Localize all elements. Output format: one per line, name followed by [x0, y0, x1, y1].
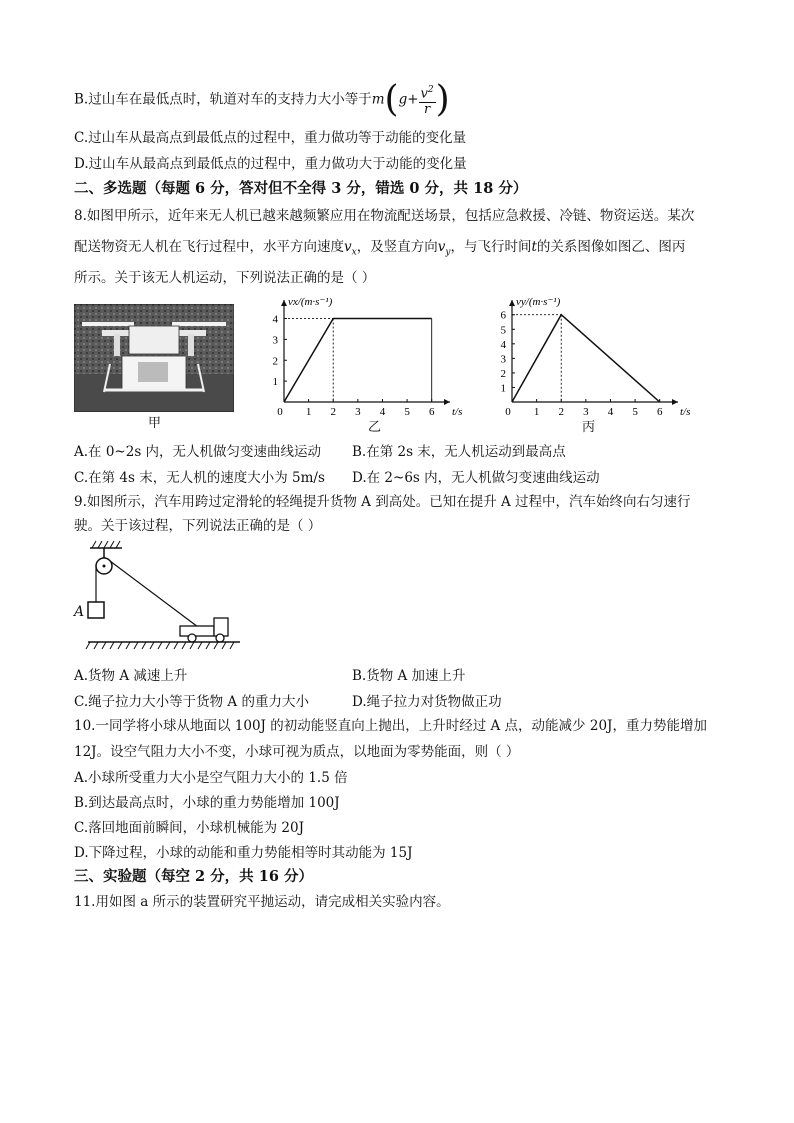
- q9-option-d: D.绳子拉力对货物做正功: [352, 694, 502, 710]
- chart-yi-x-tick-label: 2: [330, 406, 336, 418]
- q10-line-1: 10.一同学将小球从地面以 100J 的初动能竖直向上抛出，上升时经过 A 点，动能减少 20J，重力势能增加: [74, 718, 707, 734]
- q8-option-d: D.在 2~6s 内，无人机做匀变速曲线运动: [352, 470, 600, 486]
- chart-yi-x-label: t/s: [452, 406, 462, 418]
- q8-option-b: B.在第 2s 末，无人机运动到最高点: [352, 444, 566, 460]
- section-3-title: 三、实验题（每空 2 分，共 16 分）: [74, 868, 313, 885]
- chart-bing-y-tick-label: 1: [500, 382, 506, 395]
- chart-yi-x-tick-label: 5: [404, 406, 410, 418]
- formula-fraction: [419, 83, 436, 116]
- q10-option-c: C.落回地面前瞬间，小球机械能为 20J: [74, 820, 305, 836]
- paren-right: ): [435, 79, 450, 120]
- chart-bing-x-arrow: [672, 399, 678, 405]
- chart-bing-y-tick-label: 5: [500, 324, 506, 337]
- symbol-t: t: [531, 239, 537, 255]
- chart-bing-x-tick-label: 0: [505, 406, 511, 418]
- q8-line-2-c: ，与飞行时间: [450, 239, 532, 255]
- chart-bing-y-tick-label: 2: [500, 367, 506, 380]
- q7-option-b-text: B.过山车在最低点时，轨道对车的支持力大小等于: [74, 91, 372, 108]
- q9-option-a: A.货物 A 减速上升: [74, 668, 188, 684]
- q8-line-2-a: 配送物资无人机在飞行过程中，水平方向速度: [74, 239, 344, 255]
- chart-yi-x-tick-label: 3: [355, 406, 361, 418]
- numerator-v: v: [420, 86, 428, 102]
- pulley-diagram-svg: [74, 538, 244, 658]
- q8-line-3: 所示。关于该无人机运动，下列说法正确的是（ ）: [74, 270, 376, 286]
- chart-yi-y-tick-label: 3: [272, 334, 278, 347]
- chart-bing-x-label: t/s: [680, 406, 690, 418]
- chart-bing-svg: [490, 294, 690, 418]
- q11-line-1: 11.用如图 a 所示的装置研究平抛运动，请完成相关实验内容。: [74, 894, 450, 910]
- label-a: A: [74, 604, 85, 620]
- formula-g: g: [398, 91, 408, 108]
- q8-line-2-d: 的关系图像如图乙、图丙: [536, 239, 686, 255]
- chart-bing-y-label: vy/(m·s⁻¹): [516, 296, 561, 308]
- chart-yi-y-label: vx/(m·s⁻¹): [288, 296, 333, 308]
- symbol-vy-sub: y: [445, 247, 451, 258]
- q7-option-d: D.过山车从最高点到最低点的过程中，重力做功大于动能的变化量: [74, 156, 467, 172]
- symbol-vy: v: [437, 239, 446, 255]
- q8-option-c: C.在第 4s 末，无人机的速度大小为 5m/s: [74, 470, 325, 486]
- chart-bing-x-tick-label: 4: [607, 406, 614, 418]
- cargo-box-a: [88, 602, 104, 618]
- formula-plus: +: [407, 91, 419, 108]
- chart-bing-x-tick-label: 3: [583, 406, 589, 418]
- chart-bing-x-tick-label: 2: [558, 406, 564, 418]
- numerator-exponent: 2: [427, 85, 434, 96]
- q9-line-1: 9.如图所示，汽车用跨过定滑轮的轻绳提升货物 A 到高处。已知在提升 A 过程中，汽车始终向右匀速行: [74, 494, 691, 510]
- chart-bing-y-tick-label: 4: [500, 338, 506, 351]
- chart-yi-y-tick-label: 1: [272, 376, 278, 389]
- chart-yi-svg: [262, 294, 462, 418]
- chart-bing-y-arrow: [509, 300, 515, 306]
- chart-bing-label: 丙: [582, 420, 596, 435]
- q8-line-1: 8.如图甲所示，近年来无人机已越来越频繁应用在物流配送场景，包括应急救援、冷链、物资运送。某次: [74, 208, 695, 224]
- q10-option-d: D.下降过程，小球的动能和重力势能相等时其动能为 15J: [74, 845, 413, 861]
- formula-m: m: [371, 91, 385, 108]
- chart-bing-x-tick-label: 1: [533, 406, 540, 418]
- drone-photo-image: [74, 304, 234, 412]
- fraction-denominator: r: [423, 101, 431, 117]
- chart-bing-x-tick-label: 6: [656, 406, 663, 418]
- q9-line-2: 驶。关于该过程，下列说法正确的是（ ）: [74, 518, 322, 534]
- fraction-numerator: [419, 83, 436, 102]
- symbol-vx-sub: x: [351, 247, 357, 258]
- q9-option-b: B.货物 A 加速上升: [352, 668, 466, 684]
- q8-line-2-b: ，及竖直方向: [356, 239, 438, 255]
- q8-line-2: [74, 235, 685, 258]
- q8-option-a: A.在 0~2s 内，无人机做匀变速曲线运动: [74, 444, 322, 460]
- q7-option-b: [74, 79, 450, 120]
- q10-option-b: B.到达最高点时，小球的重力势能增加 100J: [74, 795, 340, 811]
- chart-yi-x-tick-label: 1: [305, 406, 312, 418]
- q9-option-c: C.绳子拉力大小等于货物 A 的重力大小: [74, 694, 309, 710]
- chart-bing-y-tick-label: 6: [500, 309, 506, 322]
- chart-yi-y-arrow: [281, 300, 287, 306]
- drone-photo: [74, 304, 234, 412]
- chart-yi: [262, 294, 462, 422]
- q7-option-c: C.过山车从最高点到最低点的过程中，重力做功等于动能的变化量: [74, 130, 467, 146]
- paren-left: (: [384, 79, 399, 120]
- pulley-diagram: [74, 538, 244, 662]
- section-2-title: 二、多选题（每题 6 分，答对但不全得 3 分，错选 0 分，共 18 分）: [74, 180, 528, 197]
- q10-option-a: A.小球所受重力大小是空气阻力大小的 1.5 倍: [74, 770, 348, 786]
- chart-yi-label: 乙: [368, 420, 382, 435]
- chart-yi-y-tick-label: 2: [272, 355, 278, 368]
- chart-yi-x-tick-label: 4: [379, 406, 386, 418]
- chart-yi-y-tick-label: 4: [272, 313, 278, 326]
- chart-bing-x-tick-label: 5: [632, 406, 638, 418]
- chart-yi-x-tick-label: 6: [428, 406, 435, 418]
- chart-bing-y-tick-label: 3: [500, 353, 506, 366]
- chart-bing: [490, 294, 690, 422]
- q10-line-2: 12J。设空气阻力大小不变，小球可视为质点，以地面为零势能面，则（ ）: [74, 744, 520, 760]
- symbol-vx: v: [344, 239, 352, 255]
- chart-yi-x-tick-label: 0: [277, 406, 283, 418]
- chart-yi-x-arrow: [444, 399, 450, 405]
- chart-bing-series-line: [512, 315, 660, 402]
- fig-jia-label: 甲: [148, 416, 162, 431]
- chart-yi-series-line: [284, 319, 432, 402]
